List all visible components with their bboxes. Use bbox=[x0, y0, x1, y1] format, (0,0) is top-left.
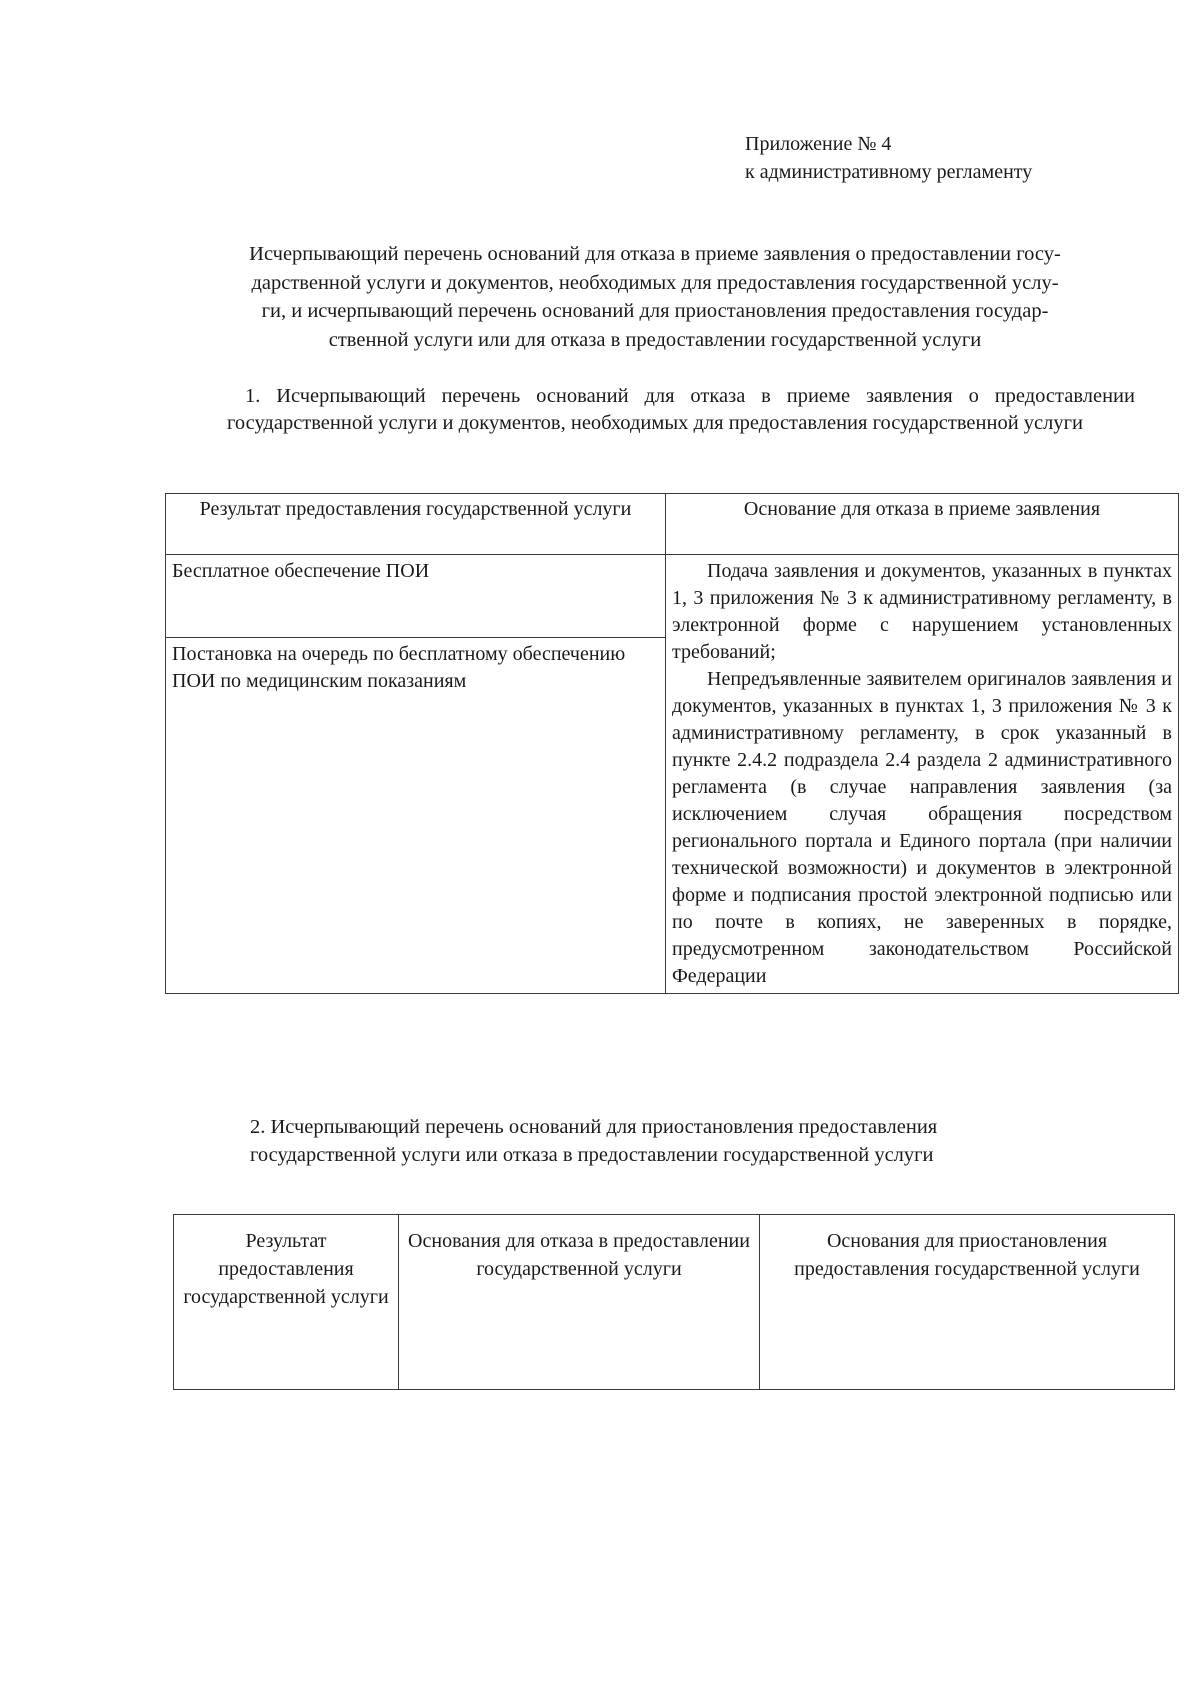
header-suspension-grounds: Основания для приостановления предоставления государственной услуги bbox=[760, 1215, 1175, 1390]
table-header-row bbox=[166, 494, 1179, 555]
refusal-reasons-table bbox=[165, 493, 1179, 994]
reason-paragraph: Подача заявления и документов, указанных в пунктах 1, 3 приложения № 3 к административному регламенту, в электронной форме с нарушением установленных требований; bbox=[672, 560, 1172, 663]
appendix-header bbox=[745, 130, 1032, 186]
reason-cell bbox=[666, 555, 1179, 994]
section2-title bbox=[250, 1113, 1110, 1169]
document-title bbox=[165, 240, 1145, 354]
section2-title-line: 2. Исчерпывающий перечень оснований для приостановления предоставления bbox=[250, 1116, 938, 1138]
reason-paragraph: Непредъявленные заявителем оригиналов заявления и документов, указанных в пунктах 1, 3 приложения № 3 к административному регламенту, в срок указанный в пункте 2.4.2 подраздела 2.4 раздела 2 административного регламента (в случае направления заявления (за исключением случая обращения посредством регионального портала и Единого портала (при наличии технической возможности) и документов в электронной форме и подписания простой электронной подписью или по почте в копиях, не заверенных в порядке, предусмотренном законодательством Российской Федерации bbox=[672, 668, 1172, 987]
table-header-row bbox=[174, 1215, 1175, 1390]
section2-title-line: государственной услуги или отказа в предоставлении государственной услуги bbox=[250, 1144, 934, 1166]
result-queue-registration: Постановка на очередь по бесплатному обеспечению ПОИ по медицинским показаниям bbox=[166, 638, 666, 994]
header-refusal-grounds: Основания для отказа в предоставлении государственной услуги bbox=[399, 1215, 760, 1390]
appendix-reference: к административному регламенту bbox=[745, 161, 1033, 183]
title-line: ги, и исчерпывающий перечень оснований для приостановления предоставления государ- bbox=[261, 300, 1049, 322]
title-line: ственной услуги или для отказа в предоставлении государственной услуги bbox=[328, 328, 982, 351]
table-row bbox=[166, 555, 1179, 638]
title-line: Исчерпывающий перечень оснований для отказа в приеме заявления о предоставлении госу- bbox=[249, 243, 1061, 265]
header-result: Результат предоставления государственной услуги bbox=[174, 1215, 399, 1390]
result-free-provision: Бесплатное обеспечение ПОИ bbox=[166, 555, 666, 638]
title-line: дарственной услуги и документов, необходимых для предоставления государственной услу- bbox=[251, 271, 1059, 294]
appendix-number: Приложение № 4 bbox=[745, 133, 892, 155]
header-reason: Основание для отказа в приеме заявления bbox=[666, 494, 1179, 555]
suspension-reasons-table bbox=[173, 1214, 1175, 1390]
header-result: Результат предоставления государственной услуги bbox=[166, 494, 666, 555]
section1-title: 1. Исчерпывающий перечень оснований для отказа в приеме заявления о предоставлении государственной услуги и документов, необходимых для предоставления государственной услуги bbox=[226, 385, 1135, 434]
